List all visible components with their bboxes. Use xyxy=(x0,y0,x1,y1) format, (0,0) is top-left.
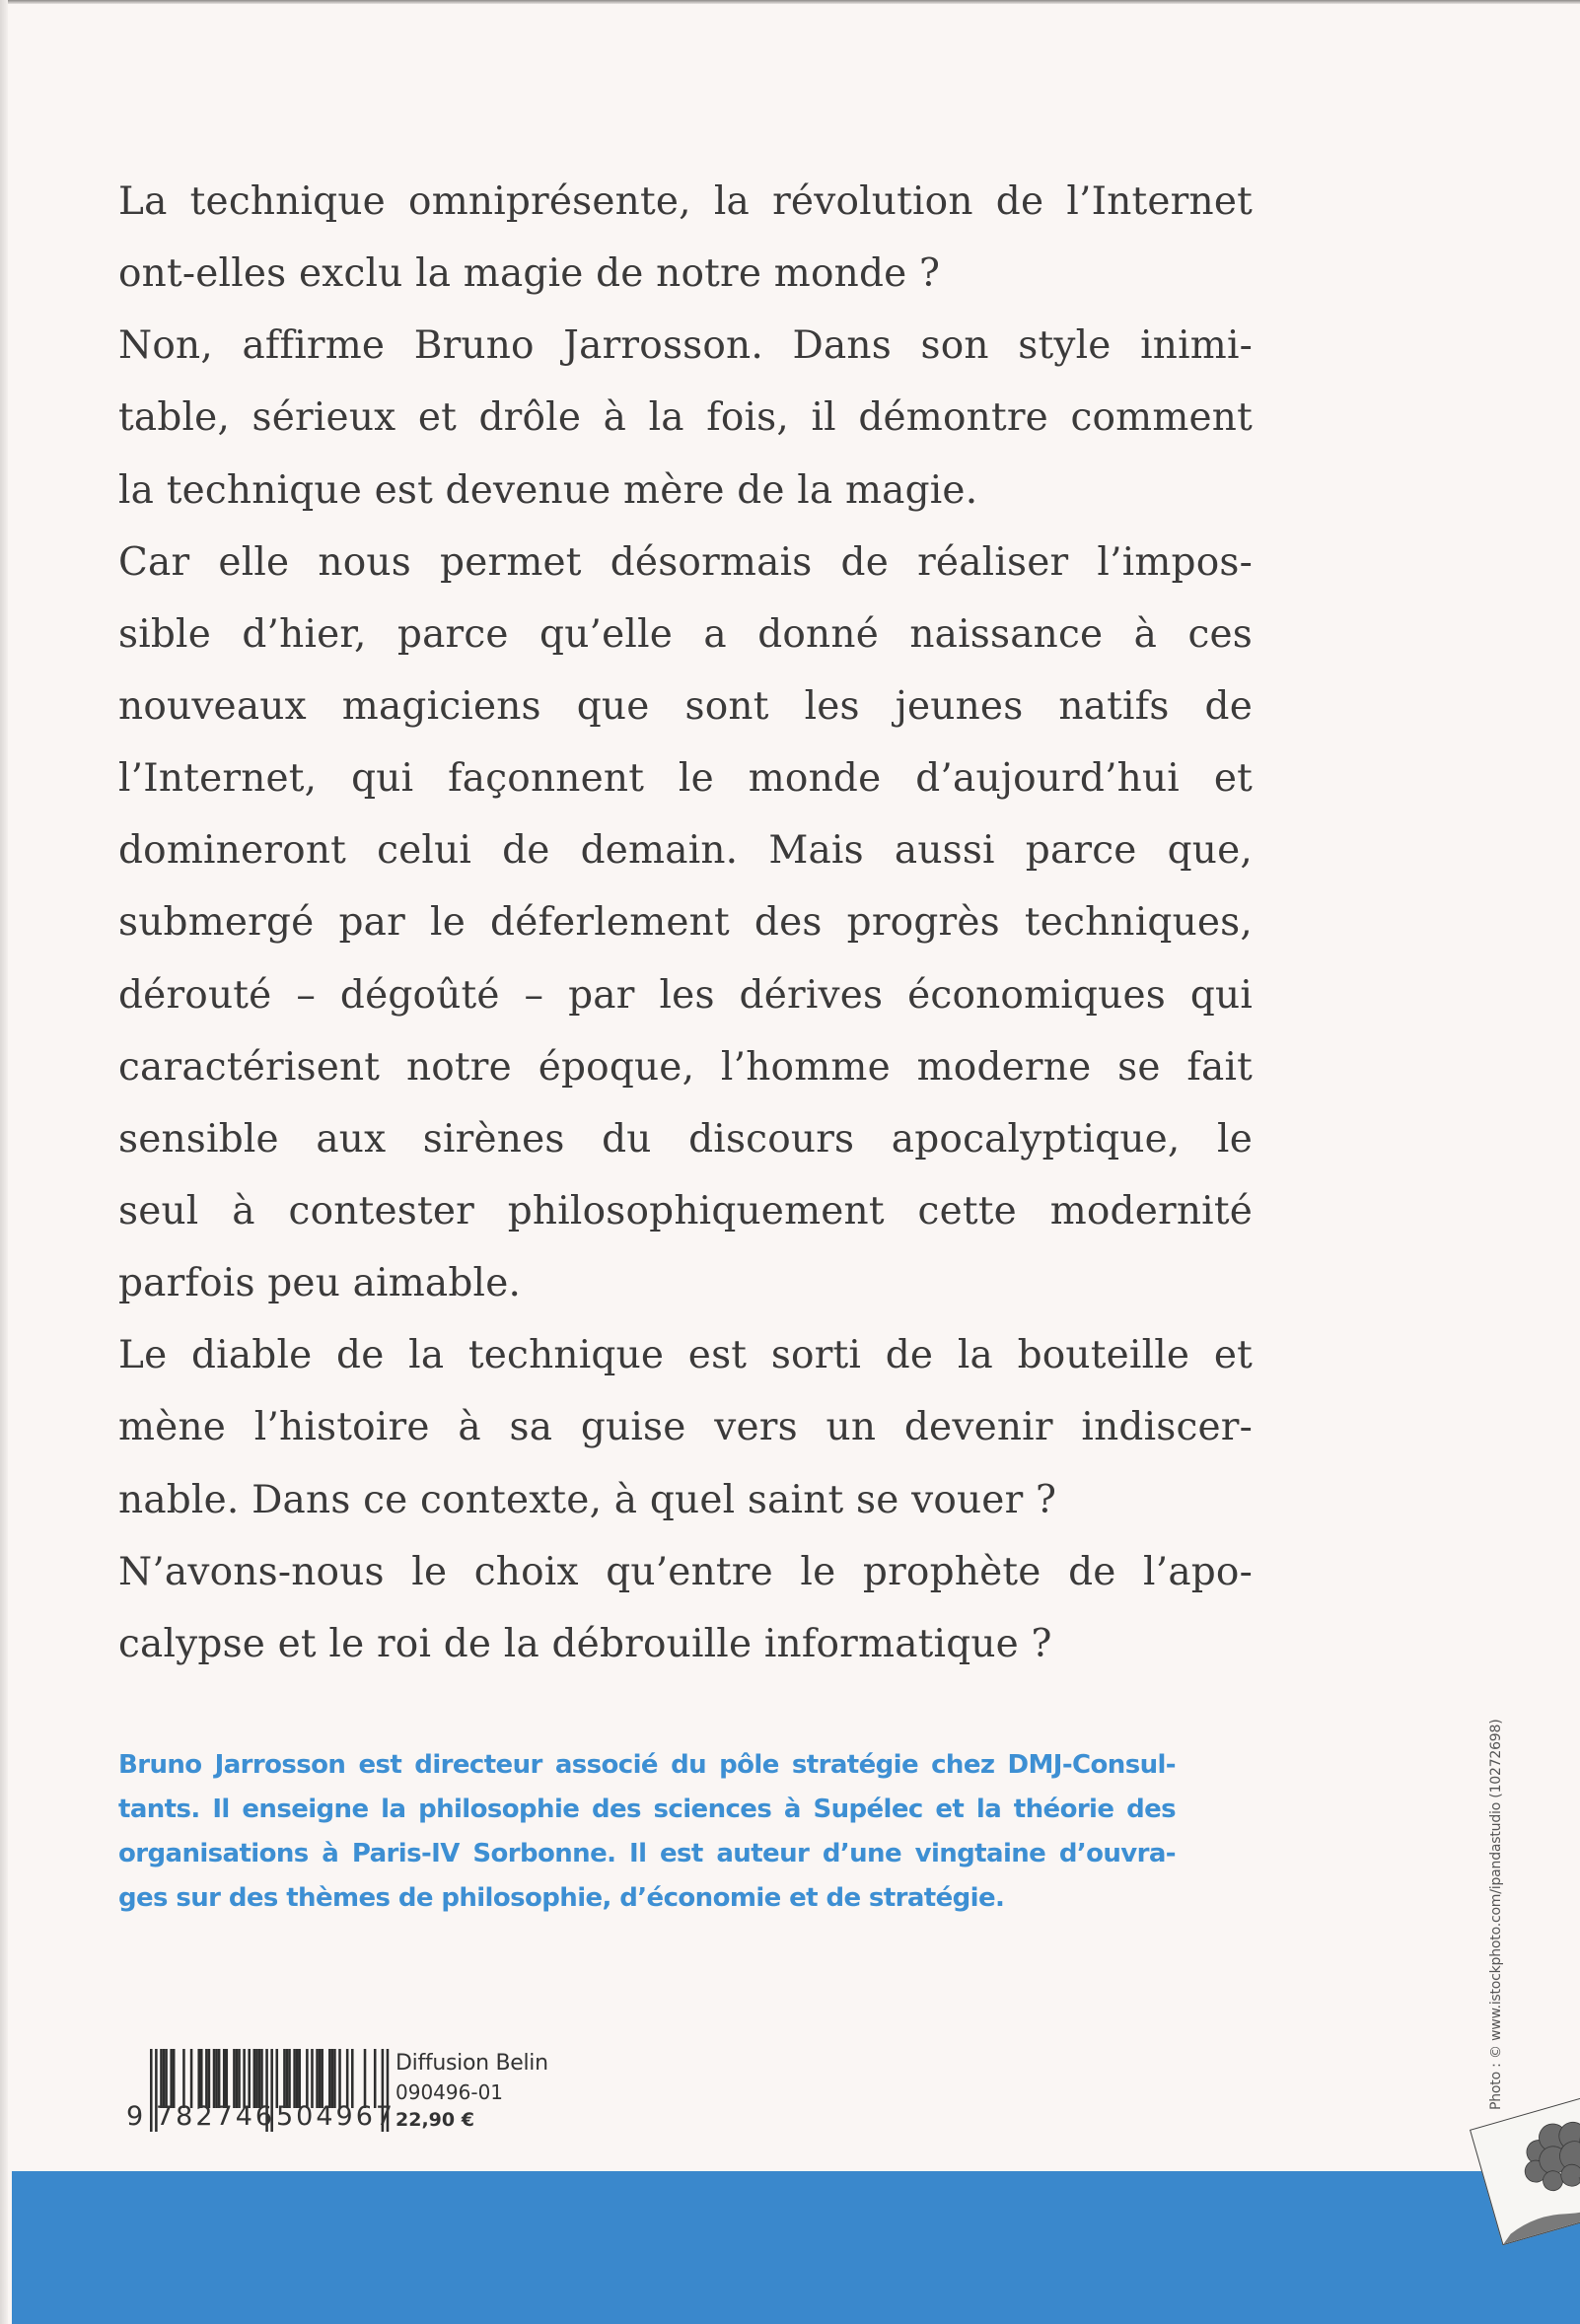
blurb-line: parfois peu aimable. xyxy=(118,1261,522,1306)
barcode-bar xyxy=(319,2049,322,2108)
barcode-bar xyxy=(298,2049,301,2108)
blurb-line: nouveaux magiciens que sont les jeunes natifs de xyxy=(118,683,1253,729)
blurb-line: table, sérieux et drôle à la fois, il démontre comment xyxy=(118,395,1253,441)
isbn-barcode xyxy=(126,2049,412,2138)
barcode-bar xyxy=(260,2049,263,2108)
barcode-bar xyxy=(286,2049,289,2108)
blurb-line: mène l’histoire à sa guise vers un devenir indiscer- xyxy=(118,1405,1253,1450)
barcode-bar xyxy=(243,2049,246,2108)
barcode-bar xyxy=(293,2049,296,2108)
blurb-line: sible d’hier, parce qu’elle a donné naissance à ces xyxy=(118,611,1253,657)
cover-top-edge xyxy=(0,0,1580,4)
blurb-line: submergé par le déferlement des progrès techniques, xyxy=(118,900,1253,946)
barcode-bar xyxy=(205,2049,208,2108)
barcode-right-group: 504967 xyxy=(276,2101,396,2132)
blurb-line: Car elle nous permet désormais de réaliser l’impos- xyxy=(118,539,1253,585)
barcode-bar xyxy=(150,2049,153,2132)
barcode-bar xyxy=(276,2049,279,2108)
barcode-bar xyxy=(258,2049,261,2108)
photo-credit: Photo : © www.istockphoto.com/ipandastudio (10272698) xyxy=(1488,1719,1504,2110)
barcode-bar xyxy=(213,2049,216,2108)
barcode-bar xyxy=(364,2049,367,2108)
barcode-bar xyxy=(160,2049,163,2108)
barcode-bar xyxy=(248,2049,251,2108)
distributor-name: Diffusion Belin xyxy=(395,2051,548,2076)
bio-line: Bruno Jarrosson est directeur associé du pôle stratégie chez DMJ-Consul- xyxy=(118,1750,1176,1780)
product-code: 090496-01 xyxy=(395,2080,504,2104)
bio-line: tants. Il enseigne la philosophie des sciences à Supélec et la théorie des xyxy=(118,1795,1176,1824)
barcode-bar xyxy=(173,2049,176,2108)
barcode-bar xyxy=(283,2049,286,2108)
barcode-bar xyxy=(328,2049,331,2108)
barcode-bar xyxy=(165,2049,168,2108)
price: 22,90 € xyxy=(395,2109,474,2131)
blurb-line: la technique est devenue mère de la magie. xyxy=(118,467,978,513)
cover-left-edge xyxy=(0,0,8,2324)
barcode-bar xyxy=(197,2049,200,2108)
barcode-bar xyxy=(223,2049,226,2108)
barcode-bar xyxy=(333,2049,336,2108)
distribution-info xyxy=(395,2049,548,2134)
barcode-bar xyxy=(296,2049,299,2108)
barcode-bar xyxy=(170,2049,173,2108)
blurb-text xyxy=(118,166,1253,1680)
bio-line: ges sur des thèmes de philosophie, d’économie et de stratégie. xyxy=(118,1883,1005,1913)
barcode-bar xyxy=(233,2049,236,2108)
barcode-bar xyxy=(163,2049,166,2108)
blurb-line: N’avons-nous le choix qu’entre le prophète de l’apo- xyxy=(118,1549,1253,1594)
barcode-bar xyxy=(226,2049,229,2108)
blurb-line: calypse et le roi de la débrouille informatique ? xyxy=(118,1621,1052,1666)
blurb-line: Non, affirme Bruno Jarrosson. Dans son style inimi- xyxy=(118,323,1253,369)
barcode-bar xyxy=(338,2049,341,2108)
barcode-bar xyxy=(236,2049,239,2108)
blurb-line: domineront celui de demain. Mais aussi parce que, xyxy=(118,828,1253,874)
blue-band xyxy=(12,2171,1580,2324)
barcode-bar xyxy=(374,2049,377,2108)
barcode-bar xyxy=(200,2049,203,2108)
barcode-bar xyxy=(182,2049,185,2108)
barcode-bar xyxy=(208,2049,211,2108)
bio-line: organisations à Paris-IV Sorbonne. Il est auteur d’une vingtaine d’ouvra- xyxy=(118,1839,1176,1868)
barcode-bar xyxy=(215,2049,218,2108)
blurb-line: nable. Dans ce contexte, à quel saint se vouer ? xyxy=(118,1477,1057,1522)
barcode-bar xyxy=(238,2049,241,2108)
blurb-line: Le diable de la technique est sorti de la bouteille et xyxy=(118,1333,1253,1378)
barcode-bar xyxy=(218,2049,221,2108)
barcode-bar xyxy=(331,2049,334,2108)
barcode-bar xyxy=(253,2049,256,2108)
author-bio xyxy=(118,1743,1176,1921)
barcode-bar xyxy=(351,2049,354,2108)
barcode-bar xyxy=(255,2049,258,2108)
barcode-bar xyxy=(346,2049,349,2108)
barcode-bar xyxy=(306,2049,309,2108)
barcode-bar xyxy=(288,2049,291,2108)
blurb-line: sensible aux sirènes du discours apocalyptique, le xyxy=(118,1116,1253,1162)
blurb-line: l’Internet, qui façonnent le monde d’aujourd’hui et xyxy=(118,756,1253,802)
barcode-bar xyxy=(321,2049,323,2108)
barcode-bar xyxy=(316,2049,319,2108)
barcode-first-digit: 9 xyxy=(126,2101,147,2132)
blurb-line: caractérisent notre époque, l’homme moderne se fait xyxy=(118,1044,1253,1090)
barcode-bar xyxy=(190,2049,193,2108)
blurb-line: dérouté – dégoûté – par les dérives économiques qui xyxy=(118,972,1253,1018)
blurb-line: seul à contester philosophiquement cette modernité xyxy=(118,1188,1253,1233)
blurb-line: ont-elles exclu la magie de notre monde ? xyxy=(118,251,941,297)
barcode-bar xyxy=(311,2049,314,2108)
blurb-line: La technique omniprésente, la révolution de l’Internet xyxy=(118,179,1253,224)
barcode-left-group: 782746 xyxy=(156,2101,276,2132)
